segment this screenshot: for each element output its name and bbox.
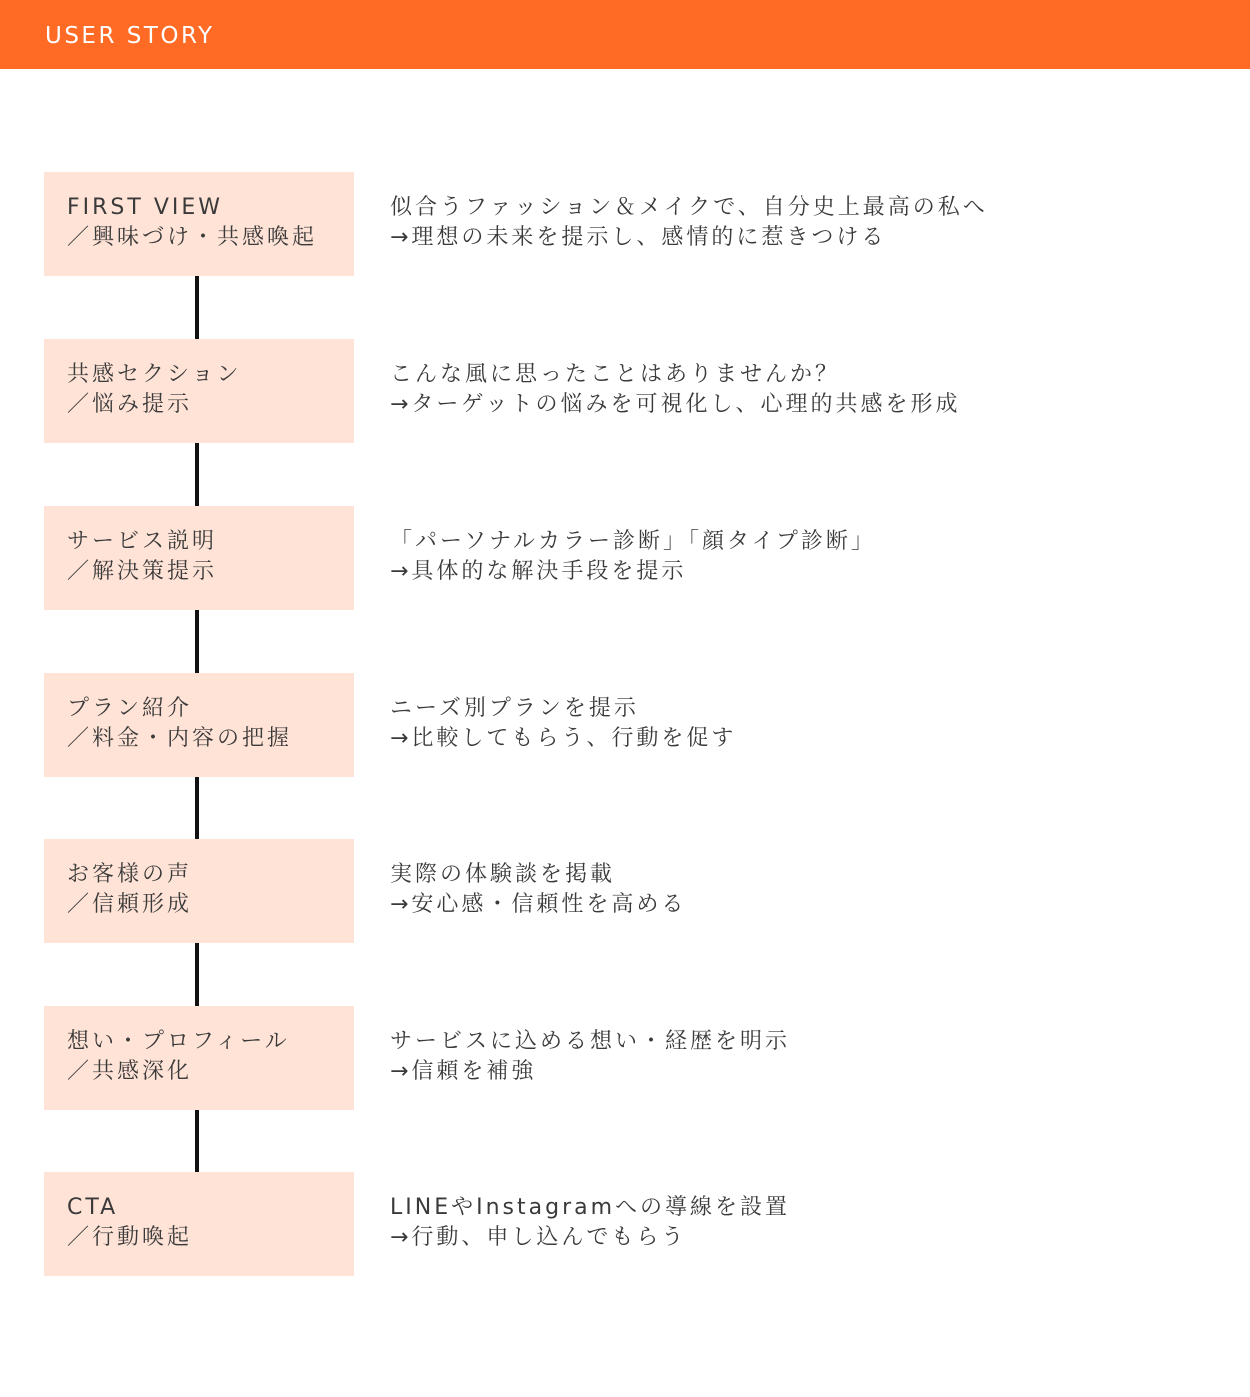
step-title: 共感セクション: [67, 362, 242, 387]
step-title: 想い・プロフィール: [67, 1029, 290, 1054]
flow-connector: [195, 1110, 199, 1173]
step-description-text: LINEやInstagramへの導線を設置: [390, 1195, 791, 1220]
step-description-text: ニーズ別プランを提示: [390, 696, 639, 721]
step-description-text: こんな風に思ったことはありませんか？: [390, 362, 841, 387]
flow-step-plans: [0, 673, 1250, 777]
step-subtitle: ／興味づけ・共感喚起: [67, 225, 318, 250]
step-description-detail: →安心感・信頼性を高める: [390, 892, 687, 917]
step-description-text: サービスに込める想い・経歴を明示: [390, 1029, 791, 1054]
step-description: [390, 527, 1210, 587]
flow-step-profile: [0, 1006, 1250, 1110]
step-title: プラン紹介: [67, 696, 193, 721]
step-subtitle: ／悩み提示: [67, 392, 193, 417]
step-description: [390, 694, 1210, 754]
step-description-text: 実際の体験談を掲載: [390, 862, 616, 887]
step-description-detail: →理想の未来を提示し、感情的に惹きつける: [390, 225, 887, 250]
header-title: USER STORY: [45, 23, 215, 49]
step-title: お客様の声: [67, 862, 193, 887]
step-description: [390, 860, 1210, 920]
flow-connector: [195, 610, 199, 673]
step-description: [390, 1193, 1210, 1253]
step-description-detail: →行動、申し込んでもらう: [390, 1225, 687, 1250]
flow-connector: [195, 943, 199, 1006]
step-subtitle: ／解決策提示: [67, 559, 218, 584]
step-description: [390, 360, 1210, 420]
step-box: [44, 839, 354, 943]
step-box: [44, 172, 354, 276]
step-description-detail: →ターゲットの悩みを可視化し、心理的共感を形成: [390, 392, 961, 417]
step-box: [44, 1172, 354, 1276]
flow-step-testimonials: [0, 839, 1250, 943]
step-description-detail: →信頼を補強: [390, 1059, 537, 1084]
step-description: [390, 1027, 1210, 1087]
step-subtitle: ／料金・内容の把握: [67, 726, 293, 751]
step-subtitle: ／行動喚起: [67, 1225, 193, 1250]
step-description-detail: →比較してもらう、行動を促す: [390, 726, 737, 751]
step-description: [390, 193, 1210, 253]
step-description-text: 「パーソナルカラー診断」「顔タイプ診断」: [390, 529, 876, 554]
step-title: FIRST VIEW: [67, 195, 224, 220]
step-subtitle: ／共感深化: [67, 1059, 193, 1084]
step-description-text: 似合うファッション＆メイクで、自分史上最高の私へ: [390, 195, 988, 220]
flow-step-empathy: [0, 339, 1250, 443]
step-description-detail: →具体的な解決手段を提示: [390, 559, 687, 584]
step-box: [44, 339, 354, 443]
step-subtitle: ／信頼形成: [67, 892, 193, 917]
flow-step-service: [0, 506, 1250, 610]
step-title: サービス説明: [67, 529, 218, 554]
step-box: [44, 673, 354, 777]
flow-connector: [195, 777, 199, 840]
step-title: CTA: [67, 1195, 119, 1220]
flow-step-first-view: [0, 172, 1250, 276]
flow-connector: [195, 443, 199, 506]
flow-step-cta: [0, 1172, 1250, 1276]
step-box: [44, 506, 354, 610]
step-box: [44, 1006, 354, 1110]
flow-connector: [195, 276, 199, 339]
